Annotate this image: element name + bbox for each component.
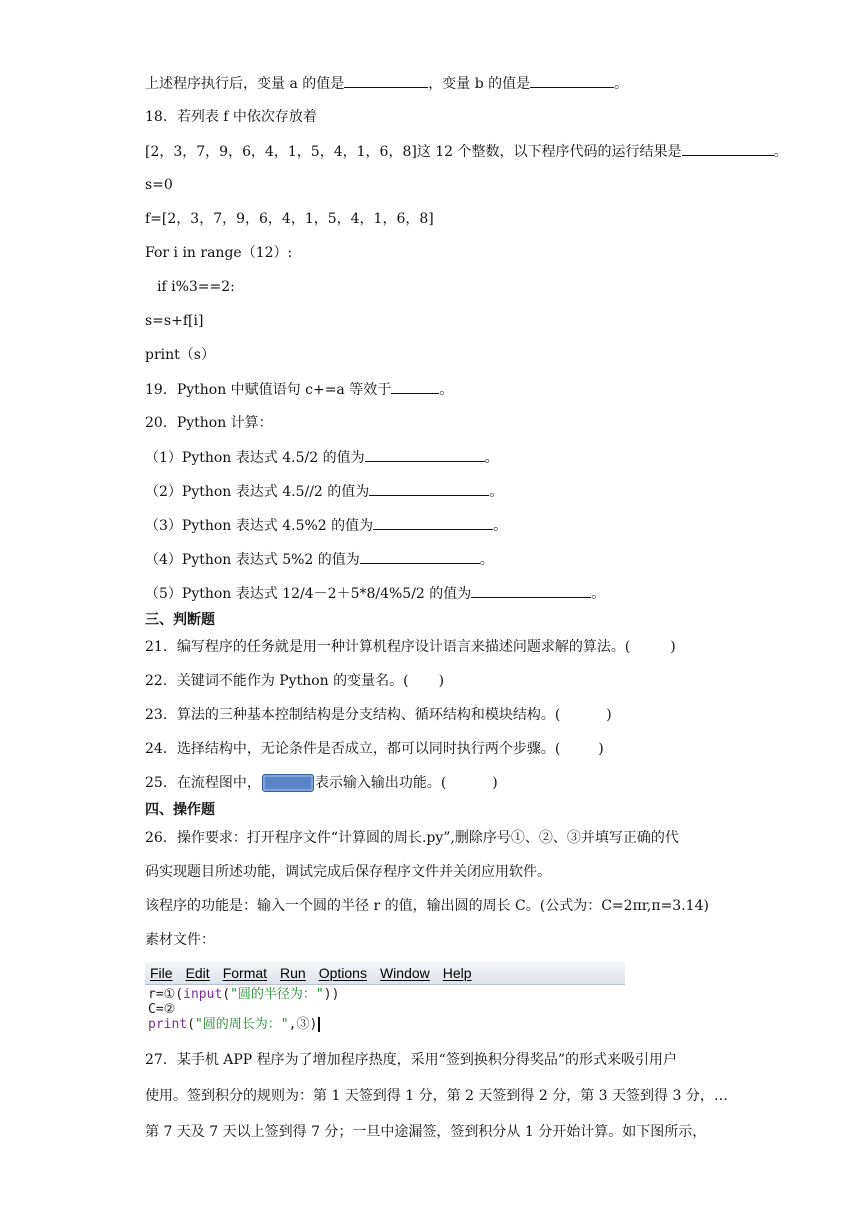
- code-token: ,③): [288, 1017, 318, 1032]
- code-string: "圆的周长为：": [194, 1017, 289, 1032]
- code-string: "圆的半径为：": [230, 987, 324, 1002]
- q18-code-line: f=[2，3，7，9，6，4，1，5，4，1，6，8]: [145, 211, 434, 227]
- q18-code-line: For i in range（12）:: [145, 245, 293, 261]
- q20-item-end: 。: [479, 552, 494, 568]
- q20-item-end: 。: [493, 518, 508, 534]
- idle-editor-screenshot: [145, 962, 625, 1034]
- q27-line: 27．某手机 APP 程序为了增加程序热度，采用“签到换积分得奖品”的形式来吸引用户: [145, 1052, 677, 1068]
- code-line-2: C=②: [148, 1002, 176, 1017]
- menu-run[interactable]: Run: [280, 965, 306, 981]
- judge-item-25: [145, 773, 498, 793]
- judge-text: 24．选择结构中，无论条件是否成立，都可以同时执行两个步骤。(: [145, 741, 561, 757]
- judge-text: 25．在流程图中，: [145, 775, 261, 791]
- q26-line: 该程序的功能是：输入一个圆的半径 r 的值，输出圆的周长 C。(公式为：C=2πr,π=3.14): [145, 898, 709, 914]
- idle-menu-bar: [145, 962, 625, 985]
- q20-item-text: （4）Python 表达式 5%2 的值为: [145, 552, 360, 568]
- judge-end: ): [670, 639, 676, 655]
- q20-item-text: （3）Python 表达式 4.5%2 的值为: [145, 518, 374, 534]
- q19-line: [145, 379, 453, 400]
- q18-code-line: print（s）: [145, 347, 215, 363]
- menu-format[interactable]: Format: [222, 965, 268, 981]
- code-token: r=①(: [148, 987, 184, 1002]
- q17-text-a: 上述程序执行后，变量 a 的值是: [145, 76, 345, 92]
- menu-edit[interactable]: Edit: [185, 965, 210, 981]
- code-token: (: [187, 1017, 195, 1032]
- answer-blank-a: [344, 73, 428, 88]
- judge-text: 21．编写程序的任务就是用一种计算机程序设计语言来描述问题求解的算法。(: [145, 639, 631, 655]
- judge-item: [145, 739, 604, 759]
- q18-code-line: s=s+f[i]: [145, 313, 204, 329]
- code-keyword: input: [183, 987, 223, 1002]
- q19-text: 19．Python 中赋值语句 c+=a 等效于: [145, 382, 392, 398]
- menu-file[interactable]: File: [150, 965, 173, 981]
- section-heading-judge: 三、判断题: [145, 612, 215, 628]
- flowchart-io-shape-icon: [262, 774, 314, 792]
- q18-code-line: if i%3==2:: [157, 279, 235, 295]
- section-heading-operation: 四、操作题: [145, 802, 215, 818]
- q20-item: [145, 515, 507, 536]
- code-token: (: [222, 987, 231, 1002]
- code-token: )): [323, 987, 340, 1002]
- answer-blank-q19: [391, 379, 439, 394]
- answer-blank: [365, 447, 485, 462]
- q26-line: 26．操作要求：打开程序文件“计算圆的周长.py”,删除序号①、②、③并填写正确的代: [145, 830, 679, 846]
- answer-blank: [471, 583, 591, 598]
- code-keyword: print: [148, 1017, 188, 1032]
- code-line-3: [148, 1017, 622, 1032]
- q17-text-b: ，变量 b 的值是: [428, 76, 531, 92]
- judge-end: ): [438, 673, 445, 689]
- text-cursor: [318, 1017, 320, 1032]
- q20-item: [145, 549, 494, 570]
- q26-line: 码实现题目所述功能，调试完成后保存程序文件并关闭应用软件。: [145, 864, 551, 880]
- q20-item-text: （1）Python 表达式 4.5/2 的值为: [145, 450, 365, 466]
- q18-code-line: s=0: [145, 177, 173, 193]
- q26-line: 素材文件：: [145, 932, 215, 948]
- judge-item: [145, 705, 612, 725]
- q20-item-text: （2）Python 表达式 4.5//2 的值为: [145, 484, 370, 500]
- judge-text-b: 表示输入输出功能。(: [314, 775, 447, 791]
- menu-options[interactable]: Options: [318, 965, 367, 981]
- judge-text: 23．算法的三种基本控制结构是分支结构、循环结构和模块结构。(: [145, 707, 561, 723]
- q27-line: 第 7 天及 7 天以上签到得 7 分；一旦中途漏签，签到积分从 1 分开始计算。如下图所示，: [145, 1124, 707, 1140]
- answer-blank-q18: [682, 141, 774, 156]
- q20-item-end: 。: [484, 450, 499, 466]
- q20-title: 20．Python 计算：: [145, 415, 273, 431]
- q18-title: 18．若列表 f 中依次存放着: [145, 109, 317, 125]
- q20-item: [145, 583, 605, 604]
- answer-blank: [369, 481, 489, 496]
- q18-list-text: [2，3，7，9，6，4，1，5，4，1，6，8]这 12 个整数，以下程序代码的运行结果是: [145, 144, 682, 160]
- q20-item-text: （5）Python 表达式 12/4－2＋5*8/4%5/2 的值为: [145, 586, 472, 602]
- idle-code-area[interactable]: [145, 985, 625, 1034]
- menu-window[interactable]: Window: [379, 965, 430, 981]
- menu-help[interactable]: Help: [442, 965, 472, 981]
- judge-end: ): [492, 775, 498, 791]
- judge-end: ): [598, 741, 604, 757]
- q20-item: [145, 481, 503, 502]
- q18-list-end: 。: [773, 144, 788, 160]
- q20-item: [145, 447, 499, 468]
- q27-line: 使用。签到积分的规则为：第 1 天签到得 1 分，第 2 天签到得 2 分，第 3 天签到得 3 分，…: [145, 1088, 728, 1104]
- answer-blank-b: [530, 73, 614, 88]
- q19-end: 。: [439, 382, 454, 398]
- judge-text: 22．关键词不能作为 Python 的变量名。(: [145, 673, 409, 689]
- judge-item: [145, 637, 676, 657]
- answer-blank: [360, 549, 480, 564]
- q17-text-end: 。: [614, 76, 629, 92]
- q20-item-end: 。: [591, 586, 606, 602]
- judge-end: ): [606, 707, 612, 723]
- answer-blank: [373, 515, 493, 530]
- code-line-1: [148, 987, 622, 1002]
- q18-list-line: [145, 141, 788, 162]
- judge-item: [145, 671, 444, 691]
- q20-item-end: 。: [489, 484, 504, 500]
- q17-result-line: [145, 73, 628, 94]
